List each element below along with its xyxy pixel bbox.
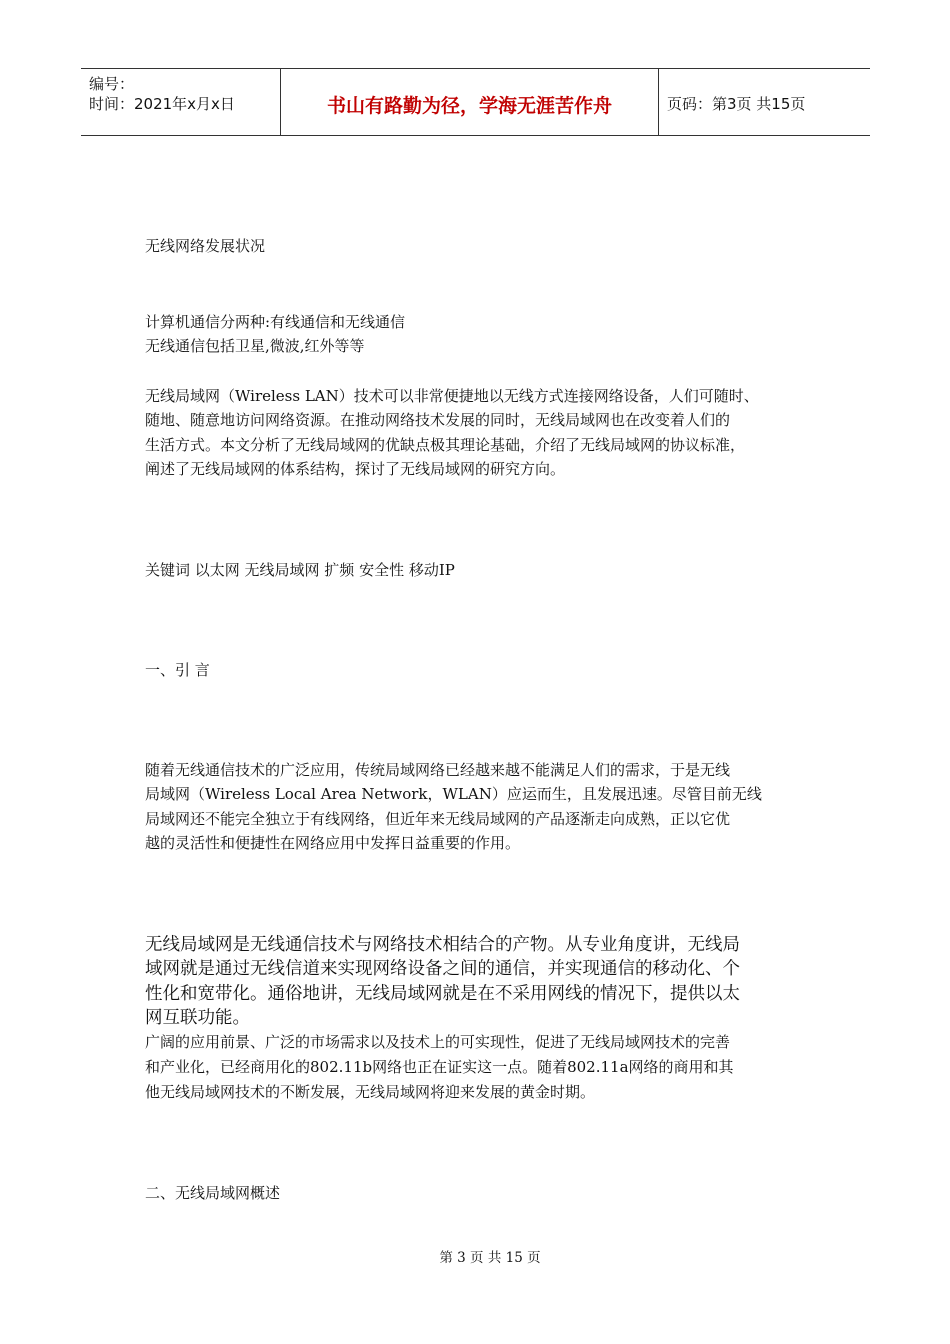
abstract-line: 随地、随意地访问网络资源。在推动网络技术发展的同时，无线局域网也在改变着人们的 <box>145 411 731 429</box>
prospect-line: 和产业化，已经商用化的802.11b网络也正在证实这一点。随着802.11a网络的商用和其 <box>145 1058 734 1076</box>
definition-line: 无线局域网是无线通信技术与网络技术相结合的产物。从专业角度讲，无线局 <box>145 935 740 955</box>
section-heading-overview: 二、无线局域网概述 <box>145 1184 281 1202</box>
keywords: 关键词 以太网 无线局域网 扩频 安全性 移动IP <box>145 561 455 579</box>
intro-line: 计算机通信分两种:有线通信和无线通信 <box>145 313 406 331</box>
introduction-line: 随着无线通信技术的广泛应用，传统局域网络已经越来越不能满足人们的需求，于是无线 <box>145 761 731 779</box>
header-info-cell <box>81 69 281 135</box>
header-page-cell <box>659 69 870 135</box>
document-time-label: 时间：2021年x月x日 <box>89 95 235 113</box>
header-page-code: 页码：第3页 共15页 <box>667 95 806 113</box>
header-motto-cell <box>281 69 659 135</box>
section-heading-introduction: 一、引 言 <box>145 661 210 679</box>
page-footer: 第 3 页 共 15 页 <box>439 1250 541 1266</box>
abstract-line: 无线局域网（Wireless LAN）技术可以非常便捷地以无线方式连接网络设备，人们可随时、 <box>145 387 759 405</box>
abstract-line: 生活方式。本文分析了无线局域网的优缺点极其理论基础，介绍了无线局域网的协议标准， <box>145 436 746 454</box>
introduction-line: 局域网（Wireless Local Area Network，WLAN）应运而生，且发展迅速。尽管目前无线 <box>145 785 762 803</box>
prospect-line: 广阔的应用前景、广泛的市场需求以及技术上的可实现性，促进了无线局域网技术的完善 <box>145 1033 731 1051</box>
definition-line: 网互联功能。 <box>145 1008 250 1028</box>
document-title: 无线网络发展状况 <box>145 237 266 255</box>
definition-line: 性化和宽带化。通俗地讲，无线局域网就是在不采用网线的情况下，提供以太 <box>145 984 740 1004</box>
abstract-line: 阐述了无线局域网的体系结构，探讨了无线局域网的研究方向。 <box>145 460 566 478</box>
prospect-line: 他无线局域网技术的不断发展，无线局域网将迎来发展的黄金时期。 <box>145 1083 596 1101</box>
header-motto: 书山有路勤为径，学海无涯苦作舟 <box>326 95 612 117</box>
intro-line: 无线通信包括卫星,微波,红外等等 <box>145 337 365 355</box>
document-number-label: 编号： <box>89 75 135 93</box>
introduction-line: 越的灵活性和便捷性在网络应用中发挥日益重要的作用。 <box>145 834 521 852</box>
introduction-line: 局域网还不能完全独立于有线网络，但近年来无线局域网的产品逐渐走向成熟，正以它优 <box>145 810 731 828</box>
definition-line: 域网就是通过无线信道来实现网络设备之间的通信，并实现通信的移动化、个 <box>145 959 740 979</box>
page-header <box>81 68 870 136</box>
